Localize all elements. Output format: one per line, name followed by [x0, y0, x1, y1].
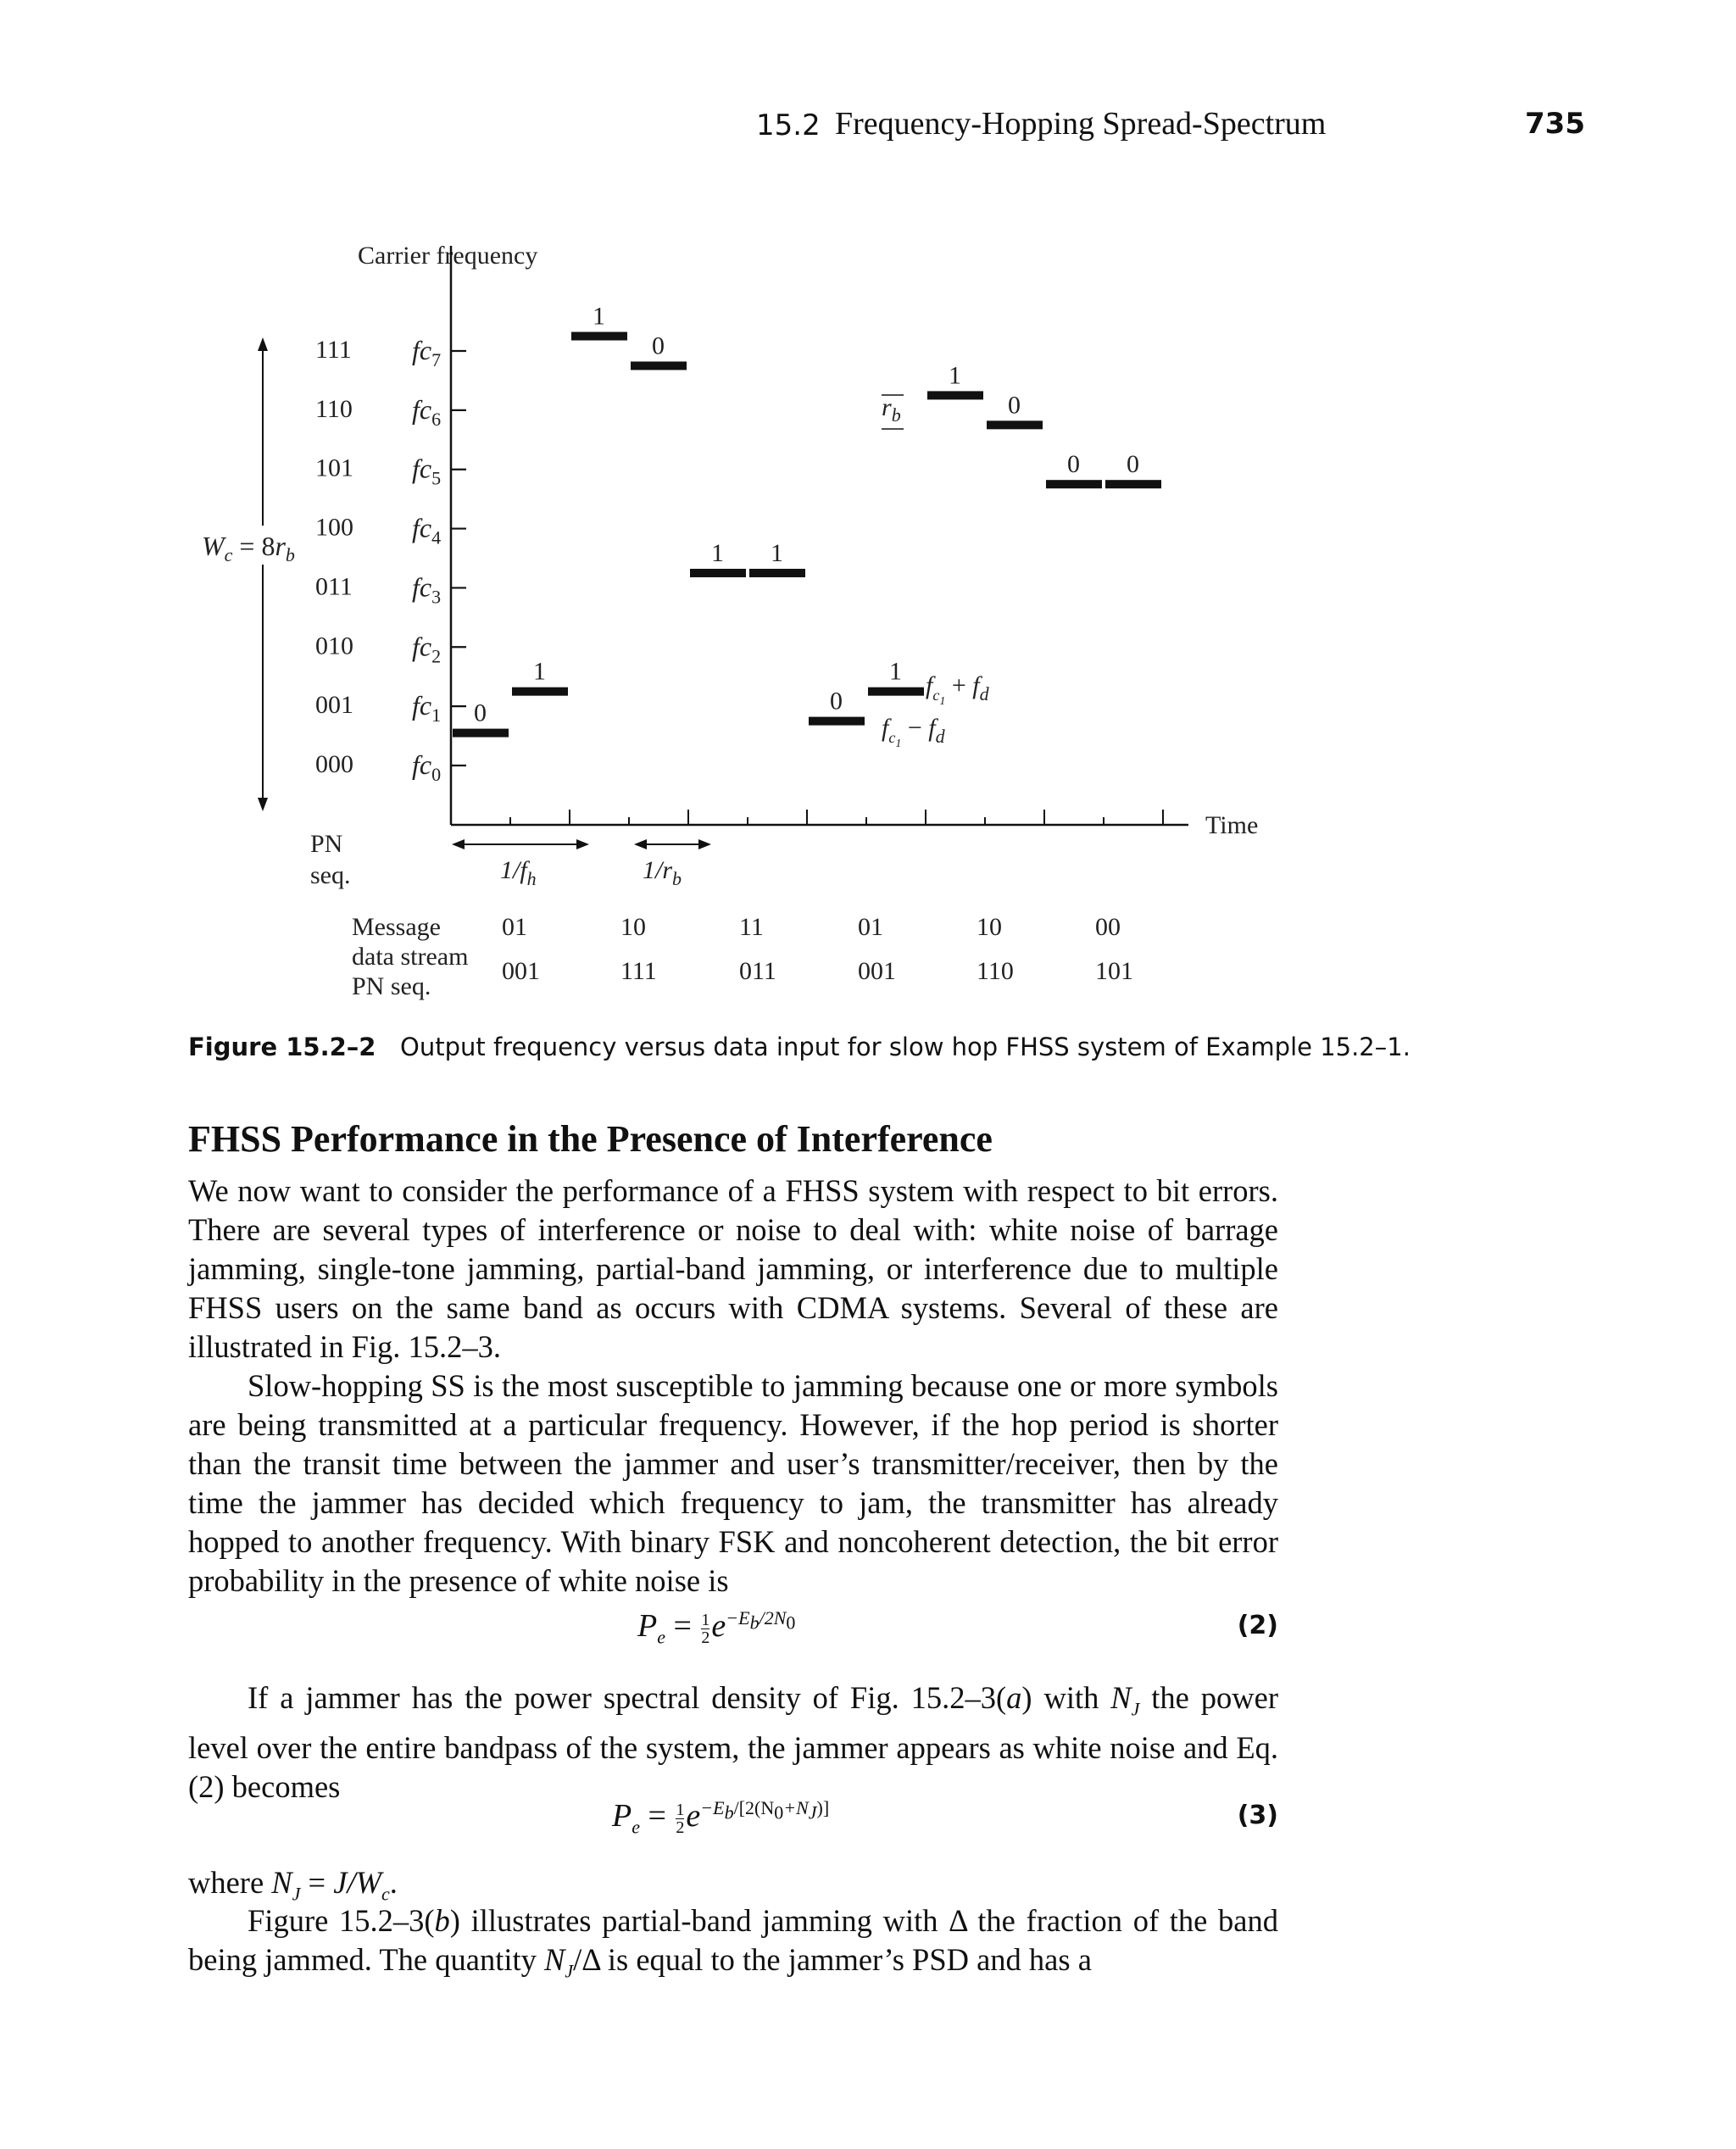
freq-code-label: 101: [315, 454, 353, 482]
freq-label: $fc_5$: [412, 453, 442, 489]
table-row-label-message: Message: [352, 913, 441, 941]
section-number: 15.2: [756, 109, 821, 142]
bit-interval-label: $1/r_b$: [643, 856, 682, 889]
fc1-plus-fd-label: $f_c1 + f_d$: [926, 671, 989, 708]
freq-code-label: 001: [315, 691, 353, 720]
bit-bar: [631, 361, 687, 370]
message-cell: 10: [620, 913, 646, 941]
freq-label: $fc_7$: [412, 335, 442, 370]
bit-bar: [1105, 480, 1161, 488]
bit-label: 0: [474, 699, 487, 727]
paragraph-1: We now want to consider the performance of a FHSS system with respect to bit errors. There are several types of interference or noise to deal with: white noise of barrage jamming, single-tone jamming, partial-band jamming, or interference due to multiple FHSS users on the same band as occurs with CDMA systems. Several of these are illustrated in Fig. 15.2–3.: [188, 1173, 1278, 1364]
figure-caption-text: Output frequency versus data input for slow hop FHSS system of Example 15.2–1.: [400, 1033, 1410, 1061]
pn-seq-cell: 001: [858, 957, 896, 985]
bit-label: 0: [830, 687, 843, 715]
freq-code-label: 010: [315, 632, 353, 660]
message-cell: 01: [858, 913, 883, 941]
pn-seq-label-1: PN: [310, 830, 343, 858]
message-cell: 11: [739, 913, 764, 941]
running-title: Frequency-Hopping Spread-Spectrum: [835, 106, 1327, 142]
bit-label: 1: [711, 538, 724, 567]
bit-bar: [1046, 480, 1102, 488]
pn-seq-cell: 011: [739, 957, 776, 985]
freq-label: $fc_0$: [412, 749, 442, 785]
paragraph-3: If a jammer has the power spectral density of Fig. 15.2–3(a) with $N_J$ the power level over the entire bandpass of the system, the jammer appears as white noise and Eq. (2) becomes: [188, 1680, 1278, 1805]
rb-annotation: $r_b$: [882, 393, 901, 426]
paragraph-4: where $N_J = J/W_c$.: [188, 1865, 398, 1905]
y-axis-title: Carrier frequency: [358, 242, 538, 270]
bit-bar: [809, 717, 865, 726]
equation-2-number: (2): [1237, 1611, 1278, 1640]
equation-3: [188, 1797, 1278, 1848]
bit-bar: [927, 391, 983, 399]
bit-label: 1: [533, 657, 546, 686]
bit-label: 0: [1008, 391, 1021, 420]
freq-label: $fc_1$: [412, 690, 442, 727]
page-number: 735: [1525, 107, 1585, 141]
bit-bar: [512, 688, 568, 696]
freq-label: $fc_2$: [412, 631, 442, 667]
bit-bar: [749, 569, 805, 577]
freq-label: $fc_3$: [412, 571, 442, 608]
bit-label: 0: [652, 331, 665, 360]
freq-label: $fc_6$: [412, 393, 442, 430]
pn-seq-label-2: seq.: [310, 861, 351, 889]
wc-arrow-bottom: [258, 798, 268, 811]
bit-bar: [453, 729, 509, 738]
wc-arrow-top: [258, 337, 268, 351]
message-cell: 10: [976, 913, 1002, 941]
bit-bar: [571, 332, 627, 341]
paragraph-2: Slow-hopping SS is the most susceptible to jamming because one or more symbols are being transmitted at a particular frequency. However, if the hop period is shorter than the transit time between the jammer and user’s transmitter/receiver, then by the time the jammer has decided which frequency to jam, the transmitter has already hopped to another frequency. With binary FSK and noncoherent detection, the bit error probability in the presence of white noise is: [188, 1368, 1278, 1598]
freq-code-label: 110: [315, 394, 353, 423]
bit-label: 1: [771, 538, 783, 567]
pn-seq-cell: 001: [502, 957, 540, 985]
paragraph-5: Figure 15.2–3(b) illustrates partial-band jamming with Δ the fraction of the band being jammed. The quantity $N_J/\Delta$ is equal to the jammer’s PSD and has a: [188, 1903, 1278, 1982]
freq-code-label: 011: [315, 572, 353, 601]
message-cell: 00: [1095, 913, 1121, 941]
x-axis-title: Time: [1205, 811, 1259, 839]
bit-bar: [987, 420, 1043, 429]
bit-bar: [868, 688, 924, 696]
equation-3-number: (3): [1237, 1801, 1278, 1830]
fc1-minus-fd-label: $f_c1 - f_d$: [882, 714, 945, 750]
equation-2: [188, 1607, 1278, 1658]
pn-seq-cell: 111: [620, 957, 657, 985]
section-heading: FHSS Performance in the Presence of Interference: [188, 1118, 993, 1160]
bit-label: 1: [949, 361, 961, 390]
equation-3-body: $P_e$ = $\frac{1}{2}$ $e^{-E_b/[2(N_0+N_J)]}$: [612, 1797, 830, 1838]
bit-label: 0: [1127, 450, 1139, 479]
equation-2-body: $P_e$ = $\frac{1}{2}$ $e^{-E_b/2N_0}$: [637, 1607, 796, 1648]
bit-label: 1: [593, 302, 605, 331]
freq-code-label: 000: [315, 750, 353, 778]
figure-label: Figure 15.2–2: [188, 1033, 376, 1061]
bit-label: 0: [1067, 450, 1080, 479]
bit-bar: [690, 569, 746, 577]
freq-code-label: 100: [315, 513, 353, 542]
pn-seq-cell: 101: [1095, 957, 1133, 985]
pn-seq-cell: 110: [976, 957, 1014, 985]
table-row-label-pnseq: PN seq.: [352, 972, 431, 1000]
hop-interval-label: $1/f_h$: [500, 856, 537, 889]
freq-code-label: 111: [315, 336, 352, 364]
wc-label: $W_c = 8r_b$: [202, 531, 295, 565]
fhss-figure: [0, 0, 1736, 1017]
freq-label: $fc_4$: [412, 512, 442, 548]
message-cell: 01: [502, 913, 527, 941]
table-row-label-datastream: data stream: [352, 943, 469, 971]
bit-label: 1: [889, 657, 902, 686]
